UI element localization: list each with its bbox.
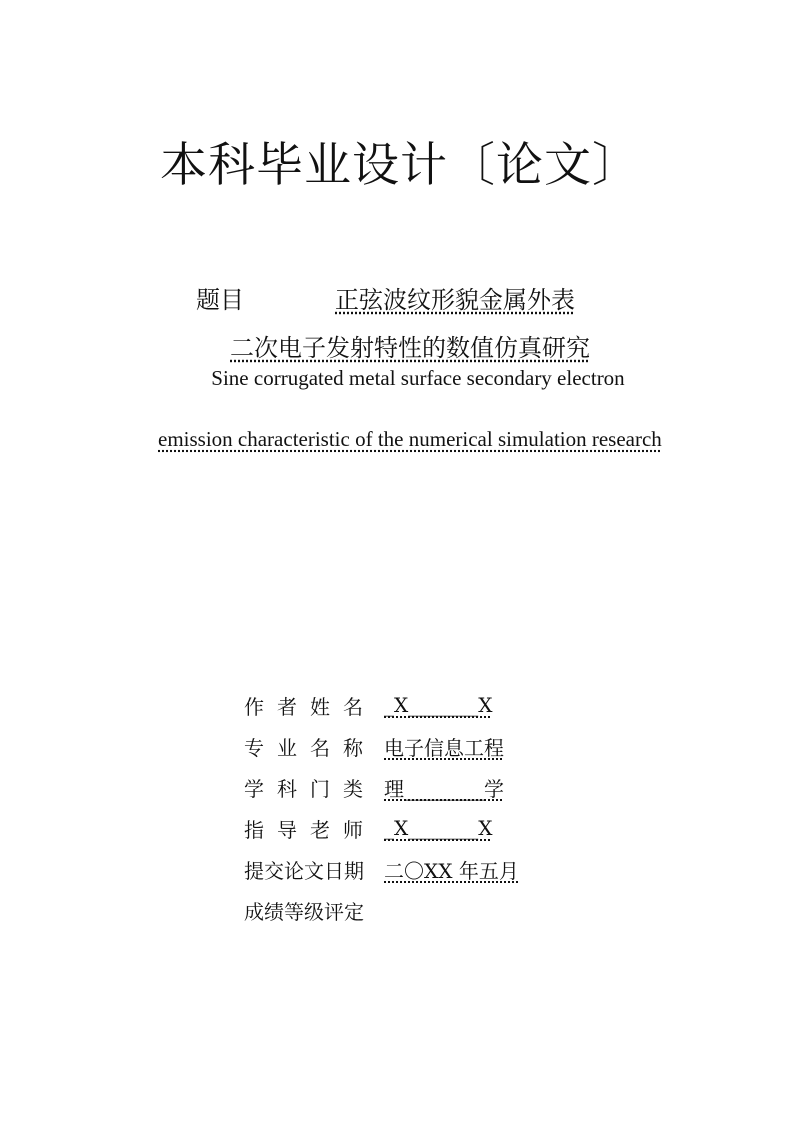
grade-row (244, 893, 384, 927)
topic-label: 题目 (196, 286, 244, 314)
submit-date-label: 提交论文日期 (244, 858, 364, 883)
advisor-value: _X_______X (384, 816, 493, 840)
topic-chinese-line-1: 正弦波纹形貌金属外表 (335, 286, 575, 314)
major-value: 电子信息工程 (384, 735, 504, 760)
submit-date-value: 二〇XX 年五月 (384, 858, 519, 883)
topic-english-line-1: Sine corrugated metal surface secondary electron (211, 366, 625, 390)
advisor-row (244, 811, 492, 845)
topic-chinese-line-2: 二次电子发射特性的数值仿真研究 (230, 334, 590, 362)
topic-english-line-2: emission characteristic of the numerical simulation research (158, 427, 662, 451)
discipline-row (244, 770, 504, 804)
author-label: 作者姓名 (244, 694, 376, 719)
major-label: 专业名称 (244, 735, 376, 760)
discipline-label: 学科门类 (244, 776, 376, 801)
author-value: _X_______X (384, 693, 493, 717)
discipline-value: 理________学 (384, 776, 504, 801)
author-row (244, 688, 492, 722)
advisor-label: 指导老师 (244, 817, 376, 842)
major-row (244, 729, 504, 763)
submit-date-row (244, 852, 519, 886)
grade-label: 成绩等级评定 (244, 899, 364, 924)
document-title: 本科毕业设计〔论文〕 (160, 138, 640, 193)
